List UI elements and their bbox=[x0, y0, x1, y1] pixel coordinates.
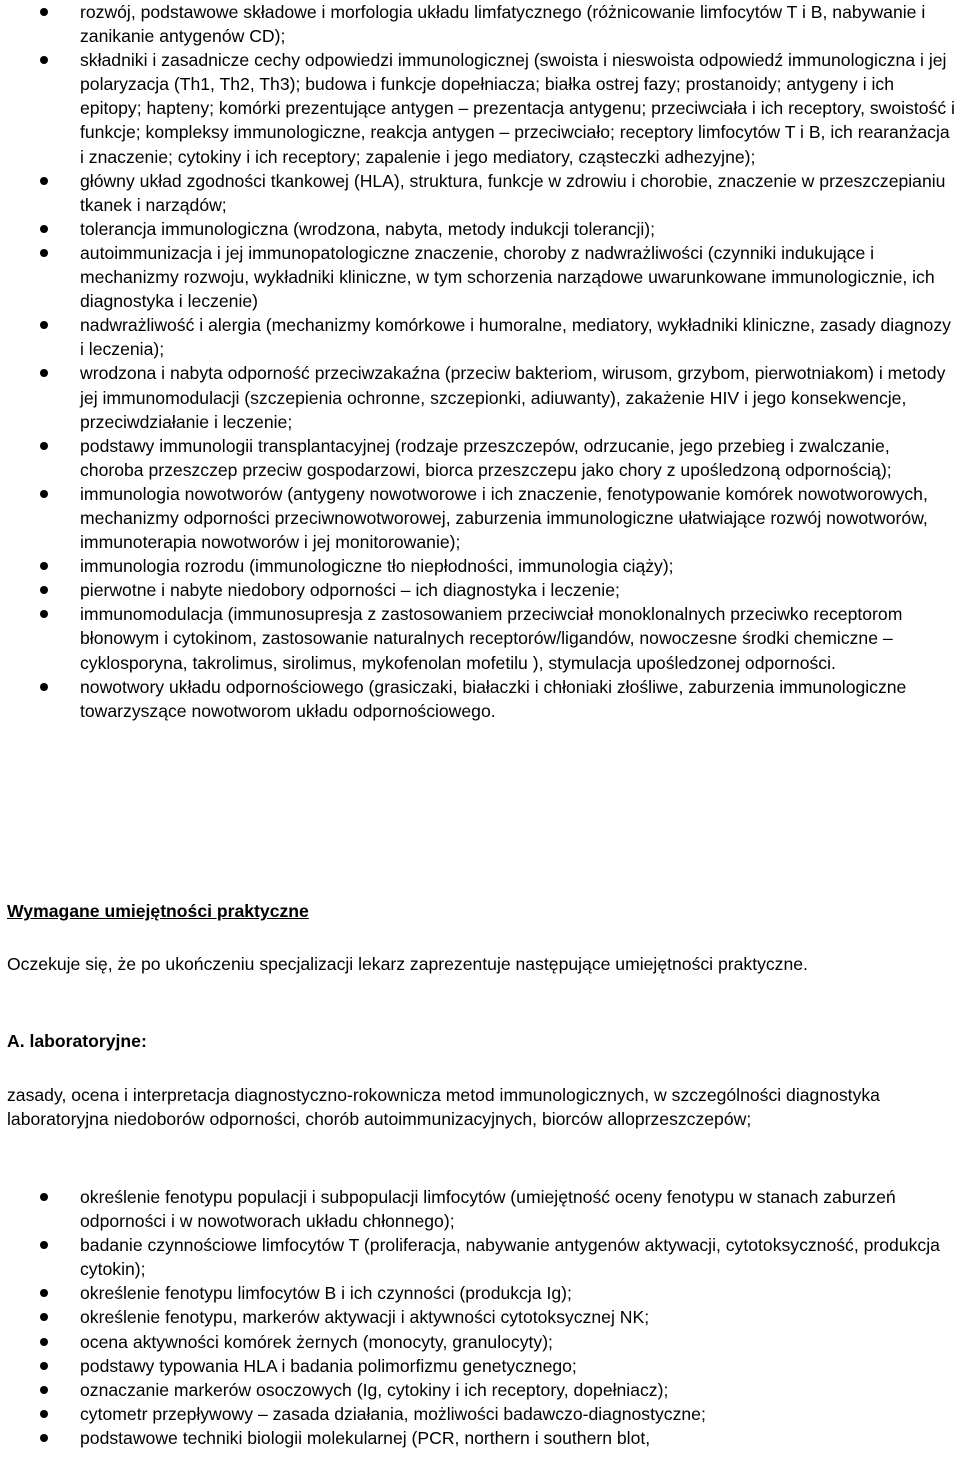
list-item-text: pierwotne i nabyte niedobory odporności – ich diagnostyka i leczenie; bbox=[80, 580, 620, 601]
list-item bbox=[0, 1402, 960, 1426]
list-item bbox=[0, 1330, 960, 1354]
list-item-text: immunomodulacja (immunosupresja z zastosowaniem przeciwciał monoklonalnych przeciwko receptorom błonowym i cytokinom, zastosowanie naturalnych receptorów/ligandów, nowoczesne środki chemiczne – cyklosporyna, takrolimus, sirolimus, mykofenolan mofetilu ), stymulacja upośledzonej odporności. bbox=[80, 604, 903, 673]
bullet-icon bbox=[40, 1313, 48, 1321]
list-item bbox=[0, 434, 960, 482]
list-item bbox=[0, 482, 960, 554]
list-item-text: określenie fenotypu, markerów aktywacji i aktywności cytotoksycznej NK; bbox=[80, 1307, 650, 1328]
bullet-icon bbox=[40, 1362, 48, 1370]
list-item bbox=[0, 1305, 960, 1329]
list-item bbox=[0, 1185, 960, 1233]
subsection-heading: A. laboratoryjne: bbox=[7, 1031, 147, 1051]
list-item bbox=[0, 313, 960, 361]
topics-list bbox=[0, 0, 960, 723]
bullet-icon bbox=[40, 225, 48, 233]
bullet-icon bbox=[40, 490, 48, 498]
list-item bbox=[0, 1354, 960, 1378]
bullet-icon bbox=[40, 1289, 48, 1297]
bullet-icon bbox=[40, 56, 48, 64]
bullet-icon bbox=[40, 369, 48, 377]
list-item bbox=[0, 554, 960, 578]
bullet-icon bbox=[40, 442, 48, 450]
list-item bbox=[0, 1233, 960, 1281]
list-item bbox=[0, 169, 960, 217]
list-item-text: cytometr przepływowy – zasada działania, możliwości badawczo-diagnostyczne; bbox=[80, 1403, 706, 1424]
list-item-text: ocena aktywności komórek żernych (monocyty, granulocyty); bbox=[80, 1331, 553, 1352]
list-item bbox=[0, 241, 960, 313]
list-item-text: podstawowe techniki biologii molekularnej (PCR, northern i southern blot, bbox=[80, 1427, 651, 1448]
list-item-text: nowotwory układu odpornościowego (grasiczaki, białaczki i chłoniaki złośliwe, zaburzenia immunologiczne towarzyszące nowotworom układu odpornościowego. bbox=[80, 676, 907, 721]
list-item bbox=[0, 0, 960, 48]
bullet-icon bbox=[40, 1434, 48, 1442]
bullet-icon bbox=[40, 683, 48, 691]
list-item-text: immunologia nowotworów (antygeny nowotworowe i ich znaczenie, fenotypowanie komórek nowotworowych, mechanizmy odporności przeciwnowotworowej, zaburzenia immunologiczne ułatwiające rozwój nowotworów, immunoterapia nowotworów i jej monitorowanie); bbox=[80, 483, 928, 553]
list-item bbox=[0, 1426, 960, 1450]
bullet-icon bbox=[40, 1241, 48, 1249]
list-item-text: podstawy typowania HLA i badania polimorfizmu genetycznego; bbox=[80, 1355, 577, 1376]
list-item-text: oznaczanie markerów osoczowych (Ig, cytokiny i ich receptory, dopełniacz); bbox=[80, 1379, 669, 1400]
bullet-icon bbox=[40, 8, 48, 16]
list-item bbox=[0, 361, 960, 433]
list-item-text: autoimmunizacja i jej immunopatologiczne znaczenie, choroby z nadwrażliwości (czynniki indukujące i mechanizmy rozwoju, wykładniki kliniczne, w tym schorzenia narządowe uwarunkowane immunologicznie, ich diagnostyka i leczenie) bbox=[80, 242, 935, 312]
bullet-icon bbox=[40, 177, 48, 185]
lab-intro-paragraph: zasady, ocena i interpretacja diagnostyczno-rokownicza metod immunologicznych, w szczególności diagnostyka laboratoryjna niedoborów odporności, chorób autoimmunizacyjnych, biorców alloprzeszczepów; bbox=[7, 1085, 880, 1130]
bullet-icon bbox=[40, 586, 48, 594]
bullet-icon bbox=[40, 562, 48, 570]
bullet-icon bbox=[40, 1410, 48, 1418]
list-item bbox=[0, 578, 960, 602]
section-heading: Wymagane umiejętności praktyczne bbox=[7, 901, 309, 921]
list-item-text: podstawy immunologii transplantacyjnej (rodzaje przeszczepów, odrzucanie, jego przebieg i zwalczanie, choroba przeszczep przeciw gospodarzowi, biorca przeszczepu jako chory z upośledzoną odpornością); bbox=[80, 435, 892, 480]
lab-skills-list bbox=[0, 1185, 960, 1450]
list-item-text: określenie fenotypu limfocytów B i ich czynności (produkcja Ig); bbox=[80, 1283, 572, 1304]
bullet-icon bbox=[40, 1338, 48, 1346]
bullet-icon bbox=[40, 1193, 48, 1201]
bullet-icon bbox=[40, 610, 48, 618]
list-item-text: nadwrażliwość i alergia (mechanizmy komórkowe i humoralne, mediatory, wykładniki kliniczne, zasady diagnozy i leczenia); bbox=[80, 315, 951, 360]
list-item bbox=[0, 602, 960, 674]
list-item bbox=[0, 1281, 960, 1305]
intro-paragraph: Oczekuje się, że po ukończeniu specjalizacji lekarz zaprezentuje następujące umiejętności praktyczne. bbox=[7, 954, 808, 974]
bullet-icon bbox=[40, 321, 48, 329]
list-item bbox=[0, 48, 960, 168]
list-item-text: badanie czynnościowe limfocytów T (proliferacja, nabywanie antygenów aktywacji, cytotoksyczność, produkcja cytokin); bbox=[80, 1235, 940, 1280]
bullet-icon bbox=[40, 249, 48, 257]
list-item bbox=[0, 675, 960, 723]
list-item-text: określenie fenotypu populacji i subpopulacji limfocytów (umiejętność oceny fenotypu w stanach zaburzeń odporności i w nowotworach układu chłonnego); bbox=[80, 1187, 896, 1232]
bullet-icon bbox=[40, 1386, 48, 1394]
list-item-text: rozwój, podstawowe składowe i morfologia układu limfatycznego (różnicowanie limfocytów T i B, nabywanie i zanikanie antygenów CD); bbox=[80, 2, 926, 47]
list-item-text: składniki i zasadnicze cechy odpowiedzi immunologicznej (swoista i nieswoista odpowiedź immunologiczna i jej polaryzacja (Th1, Th2, Th3); budowa i funkcje dopełniacza; białka ostrej fazy; prostanoidy; antygeny i ich epitopy; hapteny; komórki prezentujące antygen – prezentacja antygenu; przeciwciała i ich receptory, swoistość i funkcje; kompleksy immunologiczne, reakcja antygen – przeciwciało; receptory limfocytów T i B, ich rearanżacja i znaczenie; cytokiny i ich receptory; zapalenie i jego mediatory, cząsteczki adhezyjne); bbox=[80, 50, 955, 167]
list-item-text: immunologia rozrodu (immunologiczne tło niepłodności, immunologia ciąży); bbox=[80, 556, 674, 577]
list-item bbox=[0, 1378, 960, 1402]
list-item-text: tolerancja immunologiczna (wrodzona, nabyta, metody indukcji tolerancji); bbox=[80, 218, 656, 239]
list-item-text: wrodzona i nabyta odporność przeciwzakaźna (przeciw bakteriom, wirusom, grzybom, pierwotniakom) i metody jej immunomodulacji (szczepienia ochronne, szczepionki, adiuwanty), zakażenie HIV i jego konsekwencje, przeciwdziałanie i leczenie; bbox=[80, 363, 946, 432]
list-item-text: główny układ zgodności tkankowej (HLA), struktura, funkcje w zdrowiu i chorobie, znaczenie w przeszczepianiu tkanek i narządów; bbox=[80, 170, 946, 215]
list-item bbox=[0, 217, 960, 241]
